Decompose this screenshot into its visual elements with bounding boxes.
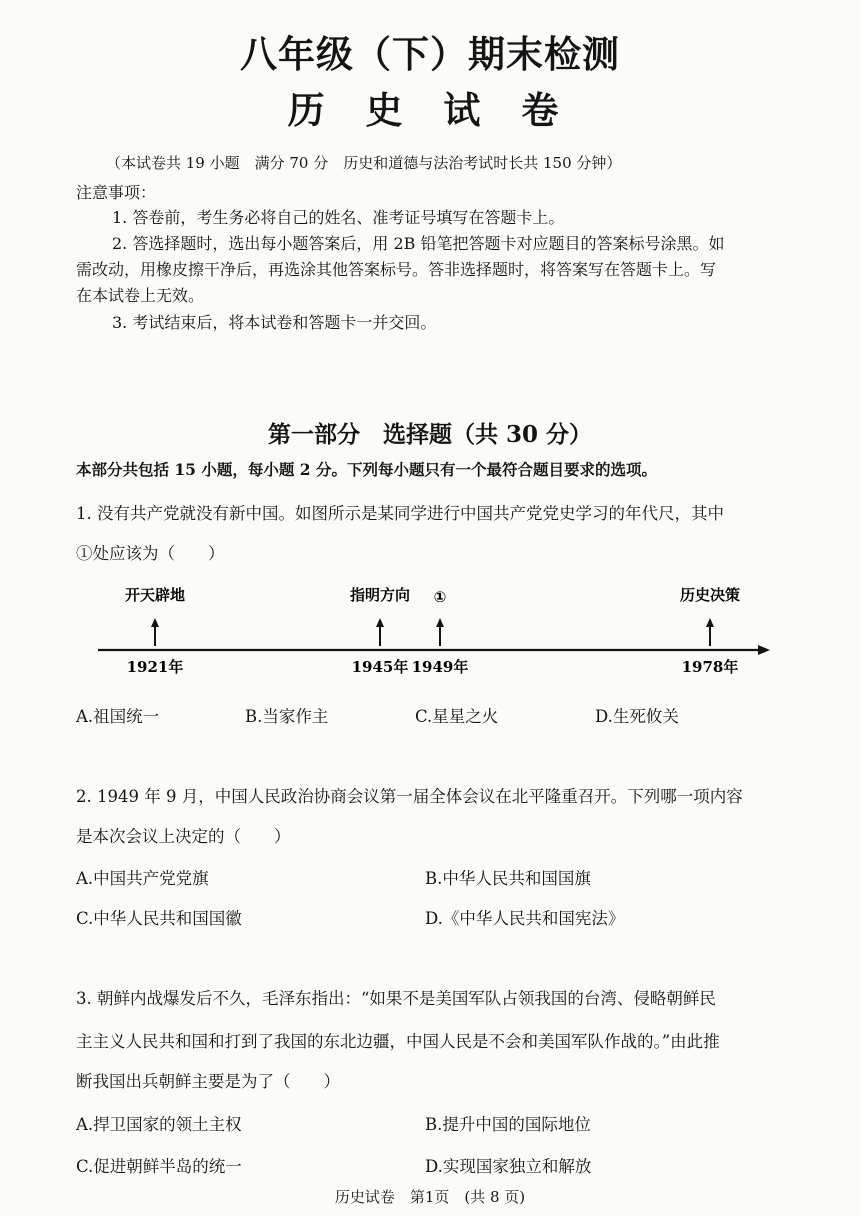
exam-title: 八年级（下）期末检测 bbox=[240, 32, 620, 76]
q3-option-d: D.实现国家独立和解放 bbox=[425, 1157, 592, 1176]
page-footer: 历史试卷 第1页 (共 8 页) bbox=[334, 1188, 526, 1206]
note-item-1: 1. 答卷前，考生务必将自己的姓名、准考证号填写在答题卡上。 bbox=[112, 208, 565, 227]
q1-option-d: D.生死攸关 bbox=[595, 707, 679, 726]
q3-option-c: C.促进朝鲜半岛的统一 bbox=[76, 1157, 242, 1176]
timeline-arrow-head bbox=[758, 645, 770, 655]
timeline-ruler bbox=[90, 578, 780, 678]
q1-option-a: A.祖国统一 bbox=[76, 707, 160, 726]
exam-subtitle: 历 史 试 卷 bbox=[287, 88, 573, 132]
q2-option-c: C.中华人民共和国国徽 bbox=[76, 909, 242, 928]
exam-info: （本试卷共 19 小题 满分 70 分 历史和道德与法治考试时长共 150 分钟） bbox=[106, 154, 622, 172]
timeline-event-year-4: 1978年 bbox=[681, 658, 739, 676]
q2-option-a: A.中国共产党党旗 bbox=[76, 869, 209, 888]
notes-heading: 注意事项： bbox=[76, 183, 157, 202]
question-2-line-1: 2. 1949 年 9 月，中国人民政治协商会议第一届全体会议在北平隆重召开。下列哪一项内容 bbox=[76, 787, 743, 806]
question-1-line-2: ①处应该为（ ） bbox=[76, 544, 225, 563]
timeline-event-year-2: 1945年 bbox=[351, 658, 409, 676]
note-item-2: 2. 答选择题时，选出每小题答案后，用 2B 铅笔把答题卡对应题目的答案标号涂黑。如 bbox=[112, 234, 725, 253]
question-3-line-1: 3. 朝鲜内战爆发后不久，毛泽东指出：“如果不是美国军队占领我国的台湾、侵略朝鲜民 bbox=[76, 989, 716, 1008]
timeline-event-label-2: 指明方向 bbox=[349, 586, 411, 604]
question-2-line-2: 是本次会议上决定的（ ） bbox=[76, 827, 291, 846]
note-item-3: 3. 考试结束后，将本试卷和答题卡一并交回。 bbox=[112, 313, 437, 332]
q1-option-b: B.当家作主 bbox=[245, 707, 329, 726]
q3-option-b: B.提升中国的国际地位 bbox=[425, 1115, 591, 1134]
q1-option-c: C.星星之火 bbox=[415, 707, 499, 726]
timeline-event-label-3: ① bbox=[433, 588, 447, 606]
question-3-line-2: 主主义人民共和国和打到了我国的东北边疆，中国人民是不会和美国军队作战的。”由此推 bbox=[76, 1032, 720, 1051]
section-description: 本部分共包括 15 小题，每小题 2 分。下列每小题只有一个最符合题目要求的选项。 bbox=[76, 460, 657, 479]
timeline-marker-arrow-3 bbox=[436, 618, 444, 627]
timeline-event-label-4: 历史决策 bbox=[679, 586, 741, 604]
timeline-event-label-1: 开天辟地 bbox=[124, 586, 186, 604]
timeline-event-year-1: 1921年 bbox=[126, 658, 184, 676]
note-item-2-cont: 需改动，用橡皮擦干净后，再选涂其他答案标号。答非选择题时，将答案写在答题卡上。写 bbox=[76, 260, 717, 279]
question-1-line-1: 1. 没有共产党就没有新中国。如图所示是某同学进行中国共产党党史学习的年代尺，其中 bbox=[76, 504, 724, 523]
timeline-marker-arrow-4 bbox=[706, 618, 714, 627]
q2-option-d: D.《中华人民共和国宪法》 bbox=[425, 909, 625, 928]
timeline-marker-arrow-1 bbox=[151, 618, 159, 627]
section-title: 第一部分 选择题（共 30 分） bbox=[267, 421, 593, 448]
q3-option-a: A.捍卫国家的领土主权 bbox=[76, 1115, 242, 1134]
timeline-event-year-3: 1949年 bbox=[411, 658, 469, 676]
note-item-2-cont2: 在本试卷上无效。 bbox=[76, 286, 205, 305]
q2-option-b: B.中华人民共和国国旗 bbox=[425, 869, 591, 888]
timeline-marker-arrow-2 bbox=[376, 618, 384, 627]
question-3-line-3: 断我国出兵朝鲜主要是为了（ ） bbox=[76, 1072, 340, 1091]
